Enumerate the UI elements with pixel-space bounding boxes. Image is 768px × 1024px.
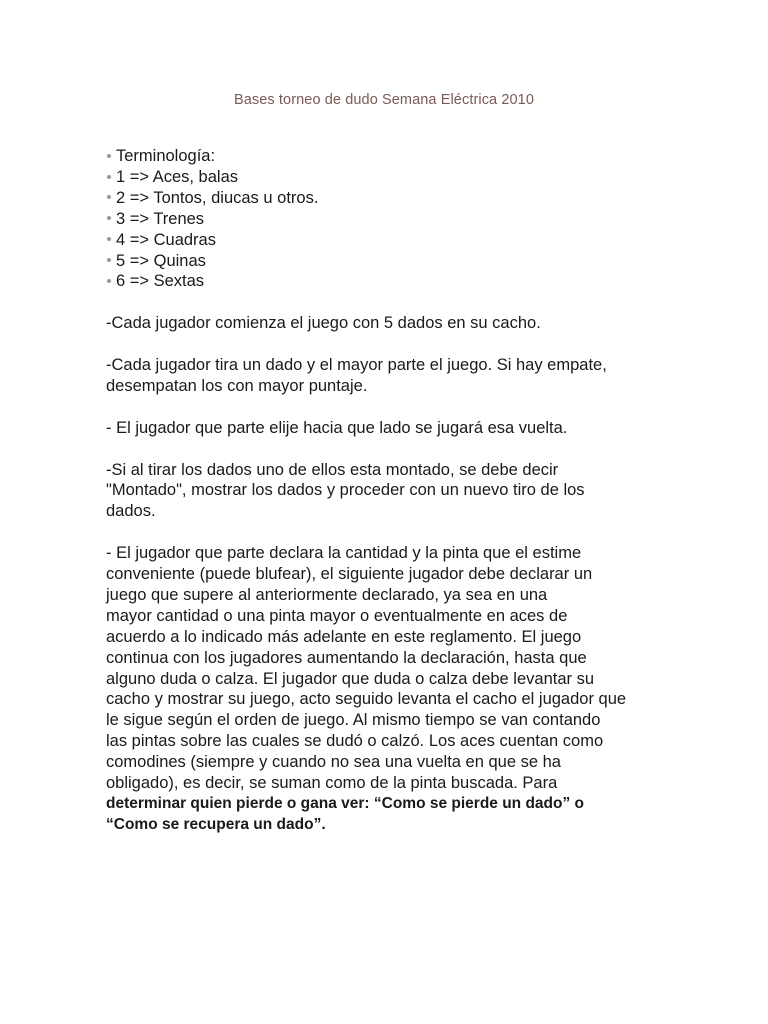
- list-item: 1 => Aces, balas: [106, 167, 686, 188]
- document-body: [106, 146, 686, 836]
- list-item: 3 => Trenes: [106, 209, 686, 230]
- bullet-icon: [107, 175, 111, 179]
- bullet-icon: [107, 258, 111, 262]
- bold-reference: determinar quien pierde o gana ver: “Como se pierde un dado” o: [106, 795, 585, 813]
- paragraph-first-player: -Cada jugador tira un dado y el mayor parte el juego. Si hay empate, desempatan los con mayor puntaje.: [106, 356, 607, 395]
- bullet-icon: [107, 237, 111, 241]
- document-title: Bases torneo de dudo Semana Eléctrica 2010: [233, 92, 535, 108]
- list-item: Terminología:: [106, 146, 686, 167]
- paragraph-starting-dice: -Cada jugador comienza el juego con 5 dados en su cacho.: [106, 314, 541, 333]
- list-item: 5 => Quinas: [106, 251, 686, 272]
- bullet-icon: [107, 279, 111, 283]
- list-item: 4 => Cuadras: [106, 230, 686, 251]
- paragraph-declaration-rules: - El jugador que parte declara la cantidad y la pinta que el estime conveniente (puede blufear), el siguiente jugador debe declarar un juego que supere al anteriormente declarado, ya sea en una mayor cantidad o una pinta mayor o eventualmente en aces de acuerdo a lo indicado más adelante en este reglamento. El juego continua con los jugadores aumentando la declaración, hasta que alguno duda o calza. El jugador que duda o calza debe levantar su cacho y mostrar su juego, acto seguido levanta el cacho el jugador que le sigue según el orden de juego. Al mismo tiempo se van contando las pintas sobre las cuales se dudó o calzó. Los aces cuentan como comodines (siempre y cuando no sea una vuelta en que se ha obligado), es decir, se suman como de la pinta buscada. Para determinar quien pierde o gana ver: “Como se pierde un dado” o “Como se recupera un dado”.: [106, 543, 686, 836]
- bullet-icon: [107, 195, 111, 199]
- bullet-icon: [107, 216, 111, 220]
- paragraph-montado: -Si al tirar los dados uno de ellos esta montado, se debe decir "Montado", mostrar los dados y proceder con un nuevo tiro de los dados.: [106, 460, 585, 521]
- paragraph-direction: - El jugador que parte elije hacia que lado se jugará esa vuelta.: [106, 418, 568, 437]
- bullet-icon: [107, 154, 111, 158]
- list-item: 6 => Sextas: [106, 271, 686, 292]
- terminology-list: [106, 146, 686, 292]
- bold-reference: “Como se recupera un dado”.: [106, 815, 326, 833]
- list-item: 2 => Tontos, diucas u otros.: [106, 188, 686, 209]
